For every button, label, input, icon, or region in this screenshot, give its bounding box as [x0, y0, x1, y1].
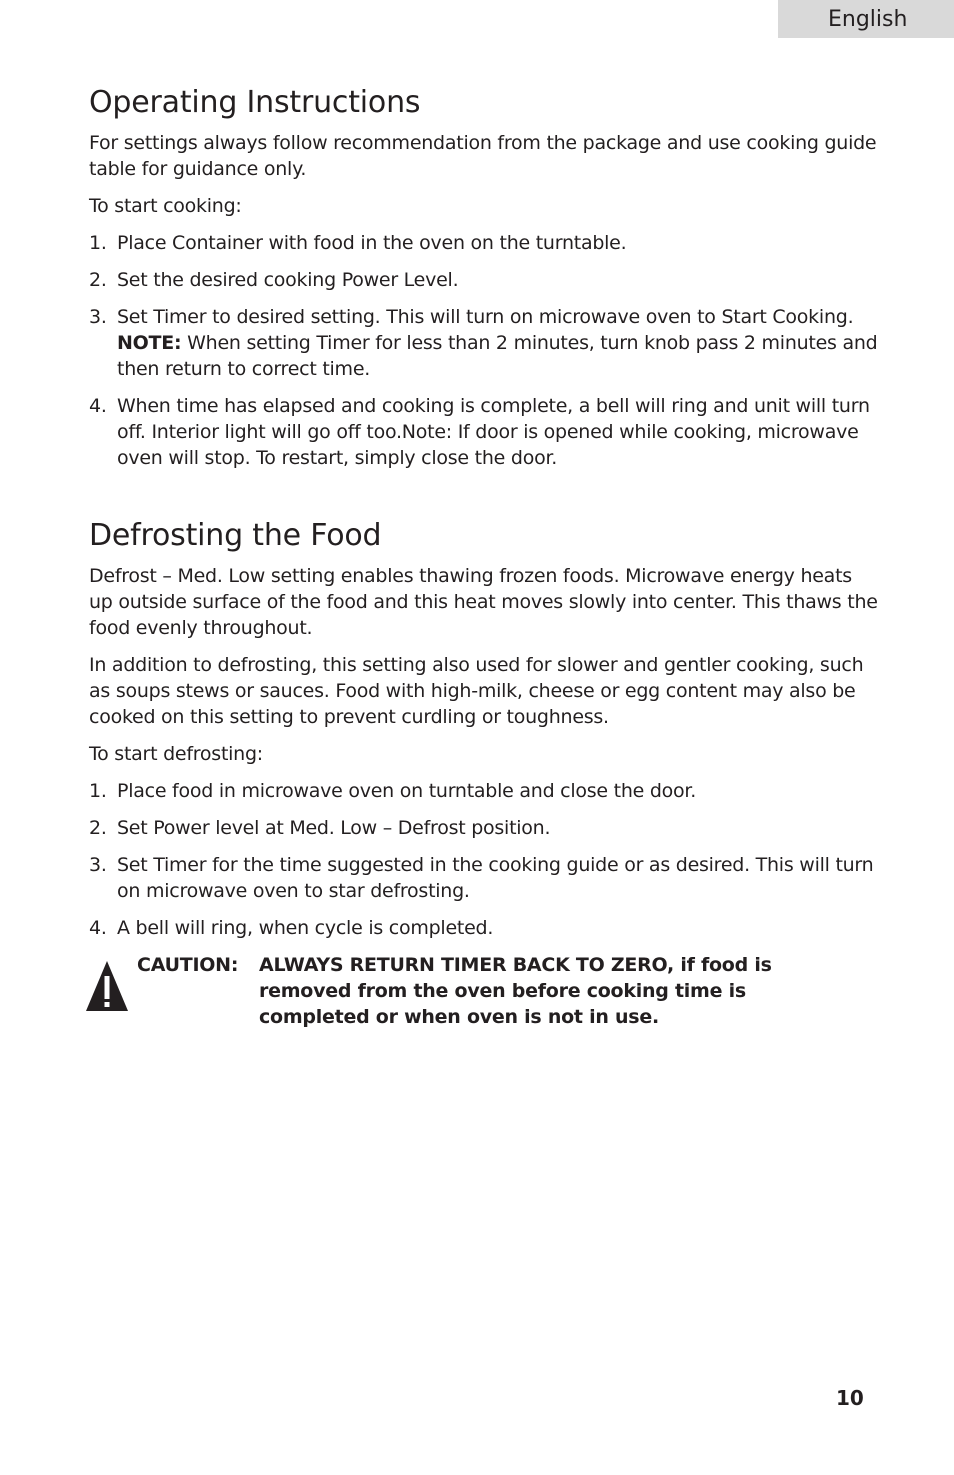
language-tab: English [778, 0, 954, 38]
note-text: When setting Timer for less than 2 minutes, turn knob pass 2 minutes and then return to correct time. [117, 332, 878, 380]
step-number: 1. [89, 780, 107, 802]
defrosting-steps-list [89, 778, 879, 941]
caution-label: CAUTION: [137, 954, 239, 976]
list-item [89, 393, 879, 471]
defrosting-title: Defrosting the Food [89, 518, 382, 553]
step-text: Place Container with food in the oven on the turntable. [117, 232, 627, 254]
note-label: NOTE: [117, 332, 182, 354]
start-defrosting-label: To start defrosting: [89, 743, 263, 765]
step-text: A bell will ring, when cycle is completed. [117, 917, 494, 939]
step-number: 4. [89, 917, 107, 939]
step-text: Set Timer to desired setting. This will turn on microwave oven to Start Cooking. [117, 306, 854, 328]
page-content [89, 84, 879, 1032]
step-number: 3. [89, 306, 107, 328]
step-text: When time has elapsed and cooking is complete, a bell will ring and unit will turn off. Interior light will go off too.Note: If door is opened while cooking, microwave oven will stop. To restart, simply close the door. [117, 395, 870, 469]
list-item [89, 778, 879, 804]
step-number: 3. [89, 854, 107, 876]
warning-triangle-icon [85, 960, 129, 1012]
step-number: 1. [89, 232, 107, 254]
list-item [89, 304, 879, 382]
start-cooking-label: To start cooking: [89, 195, 242, 217]
operating-instructions-title: Operating Instructions [89, 85, 421, 120]
step-text: Set the desired cooking Power Level. [117, 269, 459, 291]
list-item [89, 230, 879, 256]
defrosting-paragraph-2: In addition to defrosting, this setting also used for slower and gentler cooking, such as soups stews or sauces. Food with high-milk, cheese or egg content may also be cooked on this setting to prevent curdling or toughness. [89, 654, 864, 728]
step-text: Set Power level at Med. Low – Defrost position. [117, 817, 551, 839]
operating-intro: For settings always follow recommendation from the package and use cooking guide table for guidance only. [89, 132, 877, 180]
step-text: Place food in microwave oven on turntable and close the door. [117, 780, 697, 802]
list-item [89, 267, 879, 293]
caution-block [89, 952, 879, 1032]
step-number: 4. [89, 395, 107, 417]
step-text: Set Timer for the time suggested in the cooking guide or as desired. This will turn on microwave oven to star defrosting. [117, 854, 874, 902]
step-number: 2. [89, 817, 107, 839]
list-item [89, 852, 879, 904]
list-item [89, 915, 879, 941]
list-item [89, 815, 879, 841]
page-number: 10 [836, 1386, 864, 1410]
cooking-steps-list [89, 230, 879, 471]
caution-text: ALWAYS RETURN TIMER BACK TO ZERO, if food is removed from the oven before cooking time is completed or when oven is not in use. [259, 954, 772, 1028]
defrosting-paragraph-1: Defrost – Med. Low setting enables thawing frozen foods. Microwave energy heats up outside surface of the food and this heat moves slowly into center. This thaws the food evenly throughout. [89, 565, 878, 639]
step-number: 2. [89, 269, 107, 291]
